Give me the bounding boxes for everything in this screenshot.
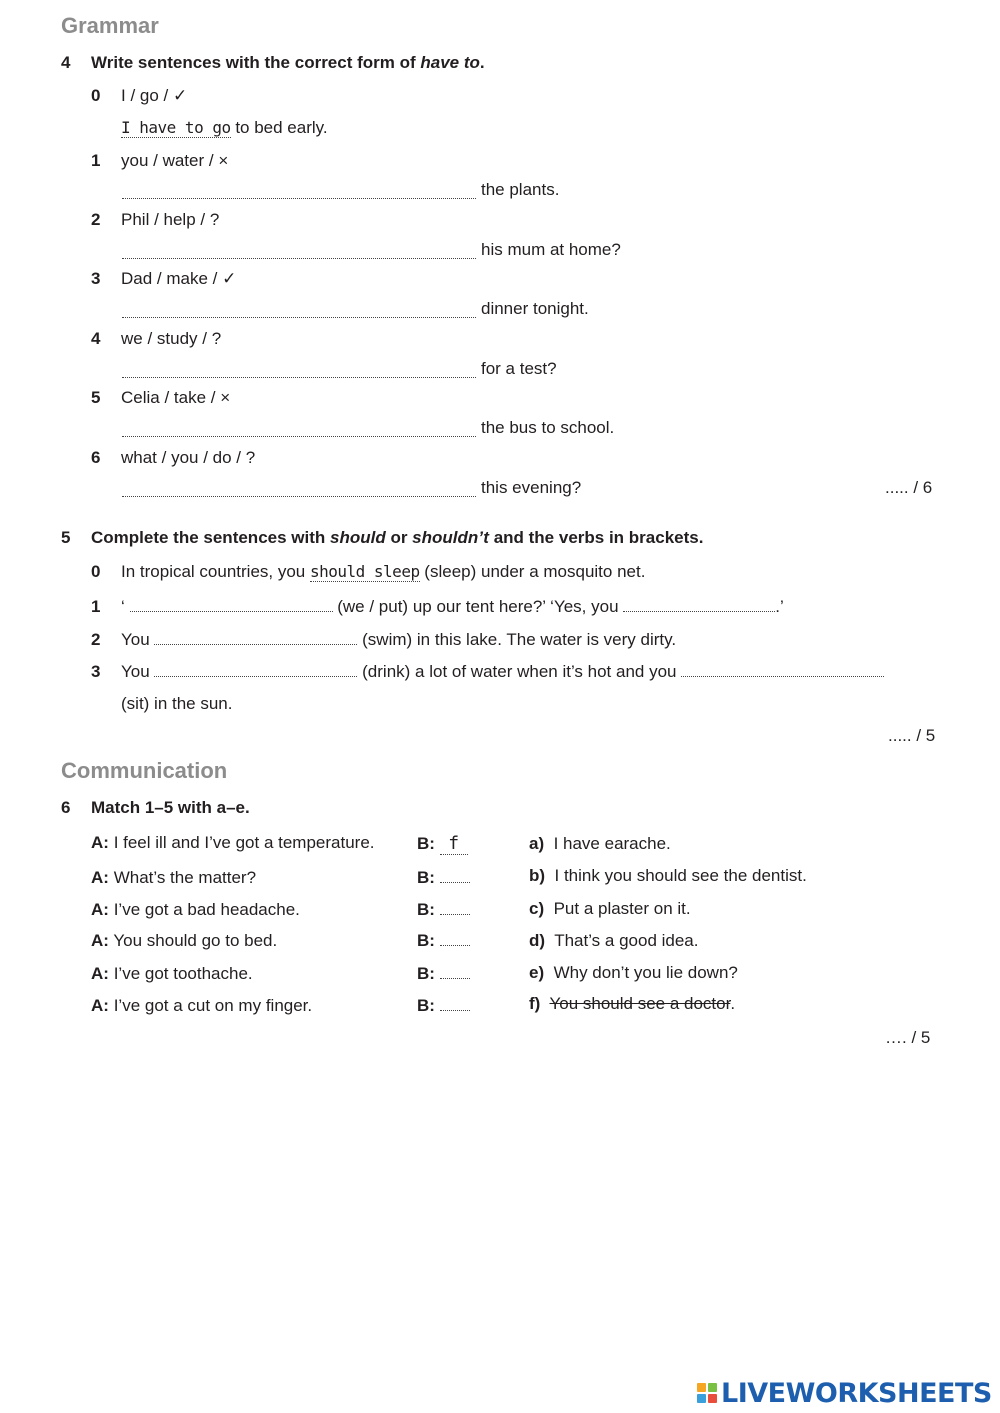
- ex5-item-3-answer-field-1[interactable]: [154, 662, 357, 677]
- exercise-5-instruction: Complete the sentences with should or shouldn’t and the verbs in brackets.: [91, 528, 704, 547]
- exercise-6-number: 6: [61, 798, 71, 817]
- reply-c: c) Put a plaster on it.: [529, 899, 691, 918]
- ex4-item-5-ending: the bus to school.: [481, 418, 615, 437]
- ex6-score: …. / 5: [885, 1028, 931, 1047]
- reply-e: e) Why don’t you lie down?: [529, 963, 738, 982]
- ex6-answer-6[interactable]: [440, 996, 470, 1011]
- ex4-item-6-prompt: what / you / do / ?: [121, 448, 256, 467]
- ex4-item-2-answer-field[interactable]: [122, 244, 476, 259]
- dialogue-a-5: A: I’ve got toothache.: [91, 964, 253, 983]
- grammar-heading: Grammar: [61, 13, 159, 38]
- communication-heading: Communication: [61, 758, 228, 783]
- ex4-item-5-prompt: Celia / take / ×: [121, 388, 231, 407]
- ex5-item-3-answer-field-2[interactable]: [681, 662, 884, 677]
- dialogue-b-1: B: f: [417, 833, 468, 855]
- liveworksheets-logo-icon: [697, 1383, 717, 1403]
- ex4-item-1-prompt: you / water / ×: [121, 151, 229, 170]
- dialogue-a-3: A: I’ve got a bad headache.: [91, 900, 300, 919]
- ex5-item-1-answer-field-2[interactable]: [623, 597, 775, 612]
- ex5-item-0-number: 0: [91, 562, 101, 581]
- dialogue-b-6: B:: [417, 996, 470, 1016]
- ex5-score: ..... / 5: [888, 726, 936, 745]
- ex6-answer-3[interactable]: [440, 900, 470, 915]
- ex4-item-4-ending: for a test?: [481, 359, 557, 378]
- dialogue-a-4: A: You should go to bed.: [91, 931, 278, 950]
- exercise-4-number: 4: [61, 53, 71, 72]
- ex4-item-0-answer-line: I have to go to bed early.: [121, 118, 328, 137]
- ex4-item-1-ending: the plants.: [481, 180, 560, 199]
- reply-d: d) That’s a good idea.: [529, 931, 699, 950]
- ex6-answer-1[interactable]: f: [440, 833, 468, 855]
- ex5-item-3-number: 3: [91, 662, 101, 681]
- ex6-answer-4[interactable]: [440, 931, 470, 946]
- ex4-item-6-number: 6: [91, 448, 101, 467]
- ex4-item-4-answer-field[interactable]: [122, 363, 476, 378]
- ex4-item-2-number: 2: [91, 210, 101, 229]
- ex4-item-0-number: 0: [91, 86, 101, 105]
- exercise-5-number: 5: [61, 528, 71, 547]
- ex4-item-3-ending: dinner tonight.: [481, 299, 589, 318]
- dialogue-a-6: A: I’ve got a cut on my finger.: [91, 996, 313, 1015]
- ex4-item-3-number: 3: [91, 269, 101, 288]
- dialogue-a-1: A: I feel ill and I’ve got a temperature.: [91, 833, 375, 852]
- reply-f-struck-text: You should see a doctor: [549, 994, 731, 1013]
- ex5-item-1-answer-field-1[interactable]: [130, 597, 333, 612]
- ex4-item-5-answer-field[interactable]: [122, 422, 476, 437]
- ex4-item-3-prompt: Dad / make / ✓: [121, 269, 237, 288]
- ex5-item-3-continuation: (sit) in the sun.: [121, 694, 233, 713]
- ex5-item-0-sentence: In tropical countries, you should sleep (sleep) under a mosquito net.: [121, 562, 646, 581]
- ex4-item-2-prompt: Phil / help / ?: [121, 210, 220, 229]
- ex4-score: ..... / 6: [885, 478, 933, 497]
- dialogue-a-2: A: What’s the matter?: [91, 868, 257, 887]
- ex6-answer-5[interactable]: [440, 964, 470, 979]
- ex4-item-0-prompt: I / go / ✓: [121, 86, 188, 105]
- dialogue-b-4: B:: [417, 931, 470, 951]
- reply-b: b) I think you should see the dentist.: [529, 866, 807, 885]
- ex5-item-2-answer-field[interactable]: [154, 630, 357, 645]
- ex4-item-6-answer-field[interactable]: [122, 482, 476, 497]
- exercise-6-instruction: Match 1–5 with a–e.: [91, 798, 250, 817]
- ex4-item-4-prompt: we / study / ?: [121, 329, 222, 348]
- ex4-item-4-number: 4: [91, 329, 101, 348]
- ex4-item-1-number: 1: [91, 151, 101, 170]
- ex5-item-2-number: 2: [91, 630, 101, 649]
- ex5-item-1-sentence: ‘ (we / put) up our tent here?’ ‘Yes, you .’: [121, 597, 784, 616]
- dialogue-b-5: B:: [417, 964, 470, 984]
- ex4-item-3-answer-field[interactable]: [122, 303, 476, 318]
- ex5-item-1-number: 1: [91, 597, 101, 616]
- exercise-4-instruction: Write sentences with the correct form of have to.: [91, 53, 485, 72]
- ex4-example-answer: I have to go: [121, 118, 231, 137]
- ex4-item-6-ending: this evening?: [481, 478, 582, 497]
- ex4-item-1-answer-field[interactable]: [122, 184, 476, 199]
- ex5-item-2-sentence: You (swim) in this lake. The water is very dirty.: [121, 630, 677, 649]
- ex6-answer-2[interactable]: [440, 868, 470, 883]
- dialogue-b-2: B:: [417, 868, 470, 888]
- ex5-item-3-sentence: You (drink) a lot of water when it’s hot and you: [121, 662, 884, 682]
- ex4-item-2-ending: his mum at home?: [481, 240, 621, 259]
- dialogue-b-3: B:: [417, 900, 470, 920]
- ex5-example-answer: should sleep: [309, 562, 420, 581]
- liveworksheets-logo-text: LIVEWORKSHEETS: [721, 1377, 992, 1409]
- reply-a: a) I have earache.: [529, 834, 671, 853]
- liveworksheets-logo: [697, 1378, 992, 1408]
- reply-f: f) You should see a doctor.: [529, 994, 736, 1013]
- ex4-item-5-number: 5: [91, 388, 101, 407]
